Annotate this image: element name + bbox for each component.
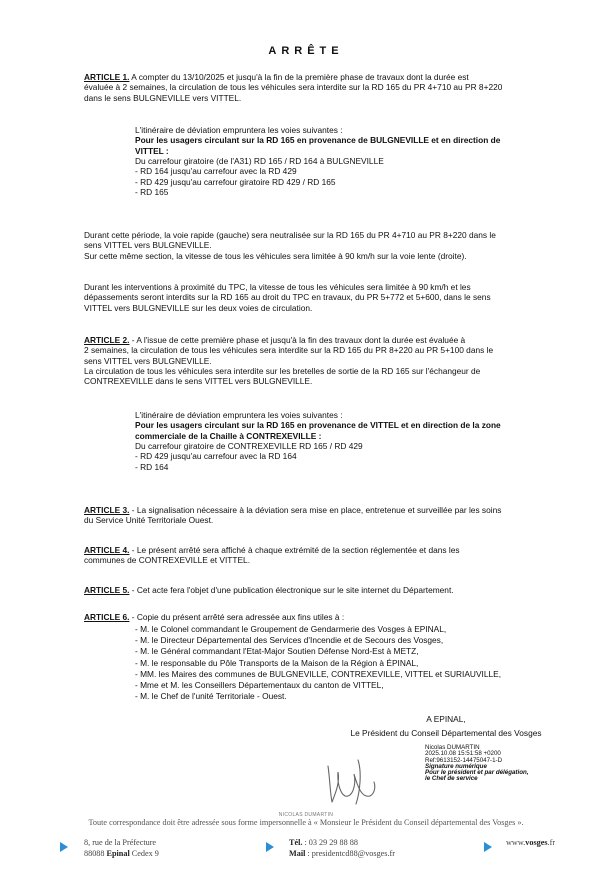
signature-place: A EPINAL, xyxy=(426,714,466,724)
article-1-label: ARTICLE 1. xyxy=(84,72,130,82)
list-item: - M. le Directeur Départemental des Services d'Incendie et de Secours des Vosges, xyxy=(135,635,444,646)
article-1-tpc-paragraph: Durant les interventions à proximité du TPC, la vitesse de tous les véhicules sera limitée à 90 km/h et les dépassements seront interdits sur la RD 165 au droit du TPC en travaux, du PR 5+772 et 5+600, dans le sens VITTEL vers BULGNEVILLE sur les deux voies de circulation. xyxy=(84,282,491,313)
footer-contact: Tél. : 03 29 29 88 88 Mail : presidentcd88@vosges.fr xyxy=(289,838,395,858)
footer-website[interactable]: www.vosges.fr xyxy=(506,838,556,847)
article-5-paragraph: ARTICLE 5. - Cet acte fera l'objet d'une publication électronique sur le site internet du Département. xyxy=(84,585,454,595)
detour-item: - RD 164 xyxy=(135,461,169,472)
list-item: - M. le responsable du Pôle Transports de la Maison de la Région à ÉPINAL, xyxy=(135,657,419,668)
list-item: - M. le Chef de l'unité Territoriale - Ouest. xyxy=(135,691,287,702)
article-1-paragraph: ARTICLE 1. A compter du 13/10/2025 et jusqu'à la fin de la première phase de travaux dont la durée est évaluée à 2 semaines, la circulation de tous les véhicules sera interdite sur la RD 165 du PR 4+710 au PR 8+220 dans le sens BULGNEVILLE vers VITTEL. xyxy=(84,72,503,103)
list-item: - MM. les Maires des communes de BULGNEVILLE, CONTREXEVILLE, VITTEL et SURIAUVILLE, xyxy=(135,668,502,679)
recipients-list xyxy=(135,624,555,702)
detour-item: Du carrefour giratoire de CONTREXEVILLE RD 165 / RD 429 xyxy=(135,441,363,452)
chevron-right-icon xyxy=(266,842,274,852)
list-item: - M. le Général commandant l'Etat-Major Soutien Défense Nord-Est à METZ, xyxy=(135,646,419,657)
list-item: - M. le Colonel commandant le Groupement de Gendarmerie des Vosges à EPINAL, xyxy=(135,624,447,634)
email-link[interactable]: : presidentcd88@vosges.fr xyxy=(305,848,395,858)
article-6-label: ARTICLE 6. xyxy=(84,612,130,622)
article-2-paragraph: ARTICLE 2. - A l'issue de cette première phase et jusqu'à la fin des travaux dont la durée est évaluée à 2 semaines, la circulation de tous les véhicules sera interdite sur la RD 165 du PR 8+220 au PR 5+100 dans le sens VITTEL vers BULGNEVILLE. La circulation de tous les véhicules sera interdite sur les bretelles de sortie de la RD 165 sur l'échangeur de CONTREXEVILLE dans le sens VITTEL vers BULGNEVILLE. xyxy=(84,335,494,387)
footer-note: Toute correspondance doit être adressée sous forme impersonnelle à « Monsieur le Président du Conseil départemental des Vosges ». xyxy=(88,818,524,827)
detour-item: - RD 165 xyxy=(135,187,169,198)
electronic-signature: Nicolas DUMARTIN 2025.10.08 15:51:58 +0200 Ref:9613152-14475047-1-D Signature numérique Pour le président et par délégation, le Chef de service xyxy=(425,744,529,783)
handwritten-signature-icon xyxy=(318,752,418,810)
article-4-paragraph: ARTICLE 4. - Le présent arrêté sera affiché à chaque extrémité de la section réglementée et dans les communes de CONTREXEVILLE et VITTEL. xyxy=(84,545,460,566)
article-1-detour: L'itinéraire de déviation empruntera les voies suivantes : Pour les usagers circulant sur la RD 165 en provenance de BULGNEVILLE et en direction de VITTEL : Du carrefour giratoire (de l'A31) RD 165 / RD 164 à BULGNEVILLE - RD 164 jusqu'au carrefour avec la RD 429 - RD 429 jusqu'au carrefour giratoire RD 429 / RD 165 - RD 165 xyxy=(135,125,535,197)
article-1-lane-paragraph: Durant cette période, la voie rapide (gauche) sera neutralisée sur la RD 165 du PR 4+710 au PR 8+220 dans le sens VITTEL vers BULGNEVILLE. Sur cette même section, la vitesse de tous les véhicules sera limitée à 90 km/h sur la voie lente (droite). xyxy=(84,230,496,261)
article-2-label: ARTICLE 2. xyxy=(84,335,130,345)
signer-name: NICOLAS DUMARTIN xyxy=(278,812,334,818)
article-4-label: ARTICLE 4. xyxy=(84,545,130,555)
page-title: ARRÊTE xyxy=(268,45,344,57)
article-6-paragraph: ARTICLE 6. - Copie du présent arrêté sera adressée aux fins utiles à : xyxy=(84,612,345,622)
chevron-right-icon xyxy=(484,842,492,852)
signer-title: Le Président du Conseil Départemental des Vosges xyxy=(350,728,542,738)
detour-item: - RD 429 jusqu'au carrefour giratoire RD 429 / RD 165 xyxy=(135,176,336,187)
footer-address: 8, rue de la Préfecture 88088 Epinal Cedex 9 xyxy=(84,838,159,858)
detour-item: Du carrefour giratoire (de l'A31) RD 165 / RD 164 à BULGNEVILLE xyxy=(135,156,384,167)
article-5-label: ARTICLE 5. xyxy=(84,585,130,595)
detour-item: - RD 164 jusqu'au carrefour avec la RD 429 xyxy=(135,166,297,177)
list-item: - Mme et M. les Conseillers Départementaux du canton de VITTEL, xyxy=(135,679,384,690)
article-2-detour: L'itinéraire de déviation empruntera les voies suivantes : Pour les usagers circulant sur la RD 165 en provenance de VITTEL et en direction de la zone commerciale de la Chaille à CONTREXEVILLE : Du carrefour giratoire de CONTREXEVILLE RD 165 / RD 429 - RD 429 jusqu'au carrefour avec la RD 164 - RD 164 xyxy=(135,410,535,472)
chevron-right-icon xyxy=(60,842,68,852)
article-3-label: ARTICLE 3. xyxy=(84,505,130,515)
detour-item: - RD 429 jusqu'au carrefour avec la RD 164 xyxy=(135,451,297,462)
article-3-paragraph: ARTICLE 3. - La signalisation nécessaire à la déviation sera mise en place, entretenue et surveillée par les soins du Service Unité Territoriale Ouest. xyxy=(84,505,502,526)
